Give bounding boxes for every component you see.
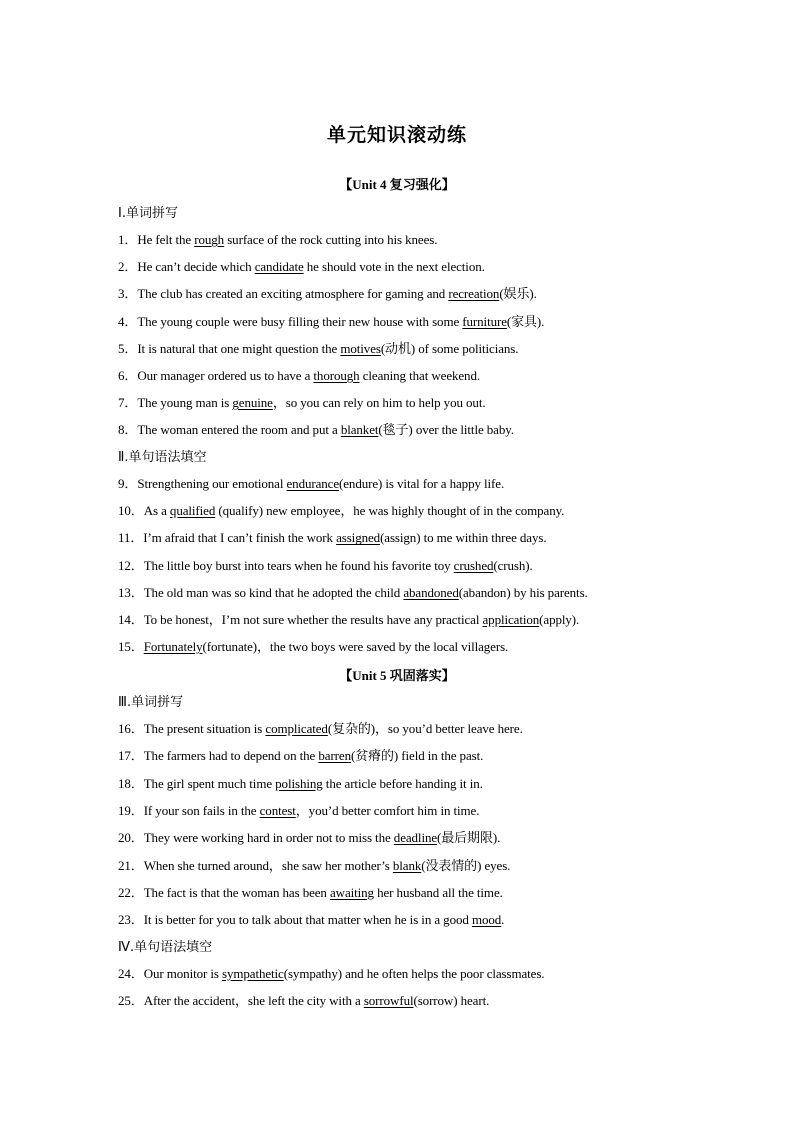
exercise-answer: deadline <box>393 830 438 846</box>
exercise-answer: motives <box>340 340 381 356</box>
exercise-text-before: The farmers had to depend on the <box>143 748 319 764</box>
exercise-text-after: (sorrow) heart. <box>413 993 490 1009</box>
exercise-number: 10． <box>118 503 144 519</box>
section-1-label: Ⅰ.单词拼写 <box>118 206 178 221</box>
exercise-item <box>118 609 579 628</box>
exercise-text-after: surface of the rock cutting into his knees. <box>224 232 438 247</box>
exercise-number: 7． <box>118 395 138 411</box>
exercise-text-after: her husband all the time. <box>373 884 503 900</box>
exercise-number: 8． <box>118 422 138 438</box>
exercise-item <box>118 229 437 248</box>
exercise-text-before: The fact is that the woman has been <box>143 884 330 900</box>
exercise-item <box>118 745 483 764</box>
exercise-text-before: The little boy burst into tears when he found his favorite toy <box>143 557 454 573</box>
exercise-text-before: He can’t decide which <box>137 259 255 275</box>
exercise-text-before: I’m afraid that I can’t finish the work <box>143 530 337 546</box>
exercise-text-after: (endure) is vital for a happy life. <box>339 476 505 491</box>
exercise-text-after: . <box>501 912 505 928</box>
exercise-text-before: The young couple were busy filling their new house with some <box>137 313 463 329</box>
exercise-answer: qualified <box>169 503 216 519</box>
exercise-text-after: (sympathy) and he often helps the poor classmates. <box>283 966 545 981</box>
page-title: 单元知识滚动练 <box>326 124 467 146</box>
exercise-number: 21． <box>118 857 144 873</box>
exercise-text-before: After the accident，she left the city with a <box>143 993 364 1009</box>
exercise-text-before: The girl spent much time <box>143 775 276 791</box>
exercise-item <box>118 392 485 411</box>
exercise-answer: rough <box>194 232 225 247</box>
section-2-label: Ⅱ.单句语法填空 <box>118 450 207 465</box>
exercise-number: 1． <box>118 232 138 247</box>
exercise-item <box>118 855 510 874</box>
exercise-number: 15． <box>118 639 144 655</box>
exercise-text-before: The young man is <box>137 395 233 411</box>
exercise-item <box>118 527 546 546</box>
exercise-item <box>118 283 537 302</box>
exercise-number: 9． <box>118 476 138 491</box>
exercise-item <box>118 990 489 1009</box>
exercise-text-after: (apply). <box>539 612 580 627</box>
exercise-answer: blanket <box>340 422 379 438</box>
exercise-answer: sympathetic <box>222 966 284 981</box>
exercise-text-before: Our manager ordered us to have a <box>137 368 314 383</box>
exercise-number: 11． <box>118 530 144 546</box>
exercise-item <box>118 256 485 275</box>
exercise-item <box>118 365 480 384</box>
exercise-answer: abandoned <box>403 584 459 600</box>
exercise-answer: polishing <box>275 775 323 791</box>
exercise-number: 20． <box>118 830 144 846</box>
exercise-item <box>118 500 564 519</box>
section-4-label: Ⅳ.单句语法填空 <box>118 940 213 955</box>
exercise-text-after: ，you’d better comfort him in time. <box>295 802 480 818</box>
exercise-item <box>118 473 504 492</box>
exercise-answer: thorough <box>313 368 360 383</box>
exercise-number: 3． <box>118 286 138 302</box>
exercise-item <box>118 909 504 928</box>
exercise-answer: blank <box>392 857 422 873</box>
exercise-answer: complicated <box>265 721 328 736</box>
exercise-number: 23． <box>118 912 144 928</box>
exercise-text-after: (没表情的) eyes. <box>421 857 511 873</box>
exercise-text-after: (最后期限). <box>437 830 501 846</box>
exercise-text-before: The present situation is <box>143 721 266 736</box>
exercise-item <box>118 419 514 438</box>
exercise-answer: endurance <box>286 476 340 491</box>
section-3-label: Ⅲ.单词拼写 <box>118 695 184 710</box>
exercise-number: 2． <box>118 259 138 275</box>
exercise-number: 12． <box>118 557 144 573</box>
exercise-item <box>118 827 500 846</box>
exercise-number: 4． <box>118 313 138 329</box>
exercise-text-before: The old man was so kind that he adopted the child <box>143 584 404 600</box>
exercise-text-after: (crush). <box>493 557 533 573</box>
exercise-text-after: (assign) to me within three days. <box>380 530 547 546</box>
exercise-text-before: He felt the <box>137 232 195 247</box>
exercise-text-after: (fortunate)，the two boys were saved by the local villagers. <box>202 639 509 655</box>
exercise-number: 24． <box>118 966 144 981</box>
exercise-answer: awaiting <box>329 884 374 900</box>
exercise-item <box>118 311 544 330</box>
exercise-text-after: (动机) of some politicians. <box>380 340 519 356</box>
exercise-number: 18． <box>118 775 144 791</box>
exercise-text-after: (娱乐). <box>499 286 537 302</box>
exercise-text-before: To be honest，I’m not sure whether the results have any practical <box>143 612 483 627</box>
exercise-answer: recreation <box>448 286 500 302</box>
exercise-answer: crushed <box>453 557 494 573</box>
unit5-header: 【Unit 5 巩固落实】 <box>339 668 455 683</box>
exercise-text-before: Our monitor is <box>143 966 223 981</box>
exercise-answer: assigned <box>336 530 381 546</box>
exercise-item <box>118 773 483 792</box>
exercise-text-after: he should vote in the next election. <box>303 259 485 275</box>
exercise-number: 17． <box>118 748 144 764</box>
exercise-text-before: As a <box>143 503 170 519</box>
exercise-item <box>118 338 518 357</box>
exercise-number: 25． <box>118 993 144 1009</box>
exercise-number: 14． <box>118 612 144 627</box>
exercise-number: 6． <box>118 368 138 383</box>
exercise-item <box>118 963 544 982</box>
exercise-item <box>118 882 503 901</box>
exercise-text-before: The club has created an exciting atmosphere for gaming and <box>137 286 449 302</box>
exercise-text-after: (家具). <box>506 313 545 329</box>
exercise-number: 19． <box>118 802 144 818</box>
exercise-text-before: If your son fails in the <box>143 802 260 818</box>
exercise-item <box>118 555 533 574</box>
exercise-text-before: Strengthening our emotional <box>137 476 287 491</box>
exercise-answer: sorrowful <box>363 993 414 1009</box>
exercise-text-before: The woman entered the room and put a <box>137 422 341 438</box>
unit4-header: 【Unit 4 复习强化】 <box>339 177 455 192</box>
exercise-number: 16． <box>118 721 144 736</box>
exercise-text-after: the article before handing it in. <box>322 775 483 791</box>
exercise-item <box>118 718 523 737</box>
exercise-number: 5． <box>118 340 138 356</box>
exercise-number: 22． <box>118 884 144 900</box>
exercise-item <box>118 582 588 601</box>
exercise-answer: candidate <box>254 259 304 275</box>
exercise-answer: application <box>482 612 540 627</box>
exercise-text-after: (复杂的)，so you’d better leave here. <box>327 721 523 736</box>
exercise-text-before: When she turned around，she saw her mother’s <box>143 857 393 873</box>
exercise-text-after: (abandon) by his parents. <box>458 584 588 600</box>
exercise-answer: contest <box>259 802 296 818</box>
exercise-text-after: cleaning that weekend. <box>359 368 481 383</box>
exercise-text-before: They were working hard in order not to miss the <box>143 830 394 846</box>
exercise-answer: Fortunately <box>143 639 203 655</box>
exercise-answer: mood <box>471 912 502 928</box>
exercise-text-before: It is better for you to talk about that matter when he is in a good <box>143 912 472 928</box>
exercise-text-after: (qualify) new employee，he was highly thought of in the company. <box>215 503 565 519</box>
exercise-text-after: (贫瘠的) field in the past. <box>350 748 484 764</box>
exercise-answer: genuine <box>232 395 273 411</box>
exercise-item <box>118 636 508 655</box>
exercise-text-after: (毯子) over the little baby. <box>378 422 514 438</box>
exercise-text-before: It is natural that one might question the <box>137 340 341 356</box>
exercise-item <box>118 800 479 819</box>
exercise-answer: barren <box>318 748 351 764</box>
exercise-text-after: ，so you can rely on him to help you out. <box>272 395 486 411</box>
exercise-answer: furniture <box>462 313 507 329</box>
exercise-number: 13． <box>118 584 144 600</box>
